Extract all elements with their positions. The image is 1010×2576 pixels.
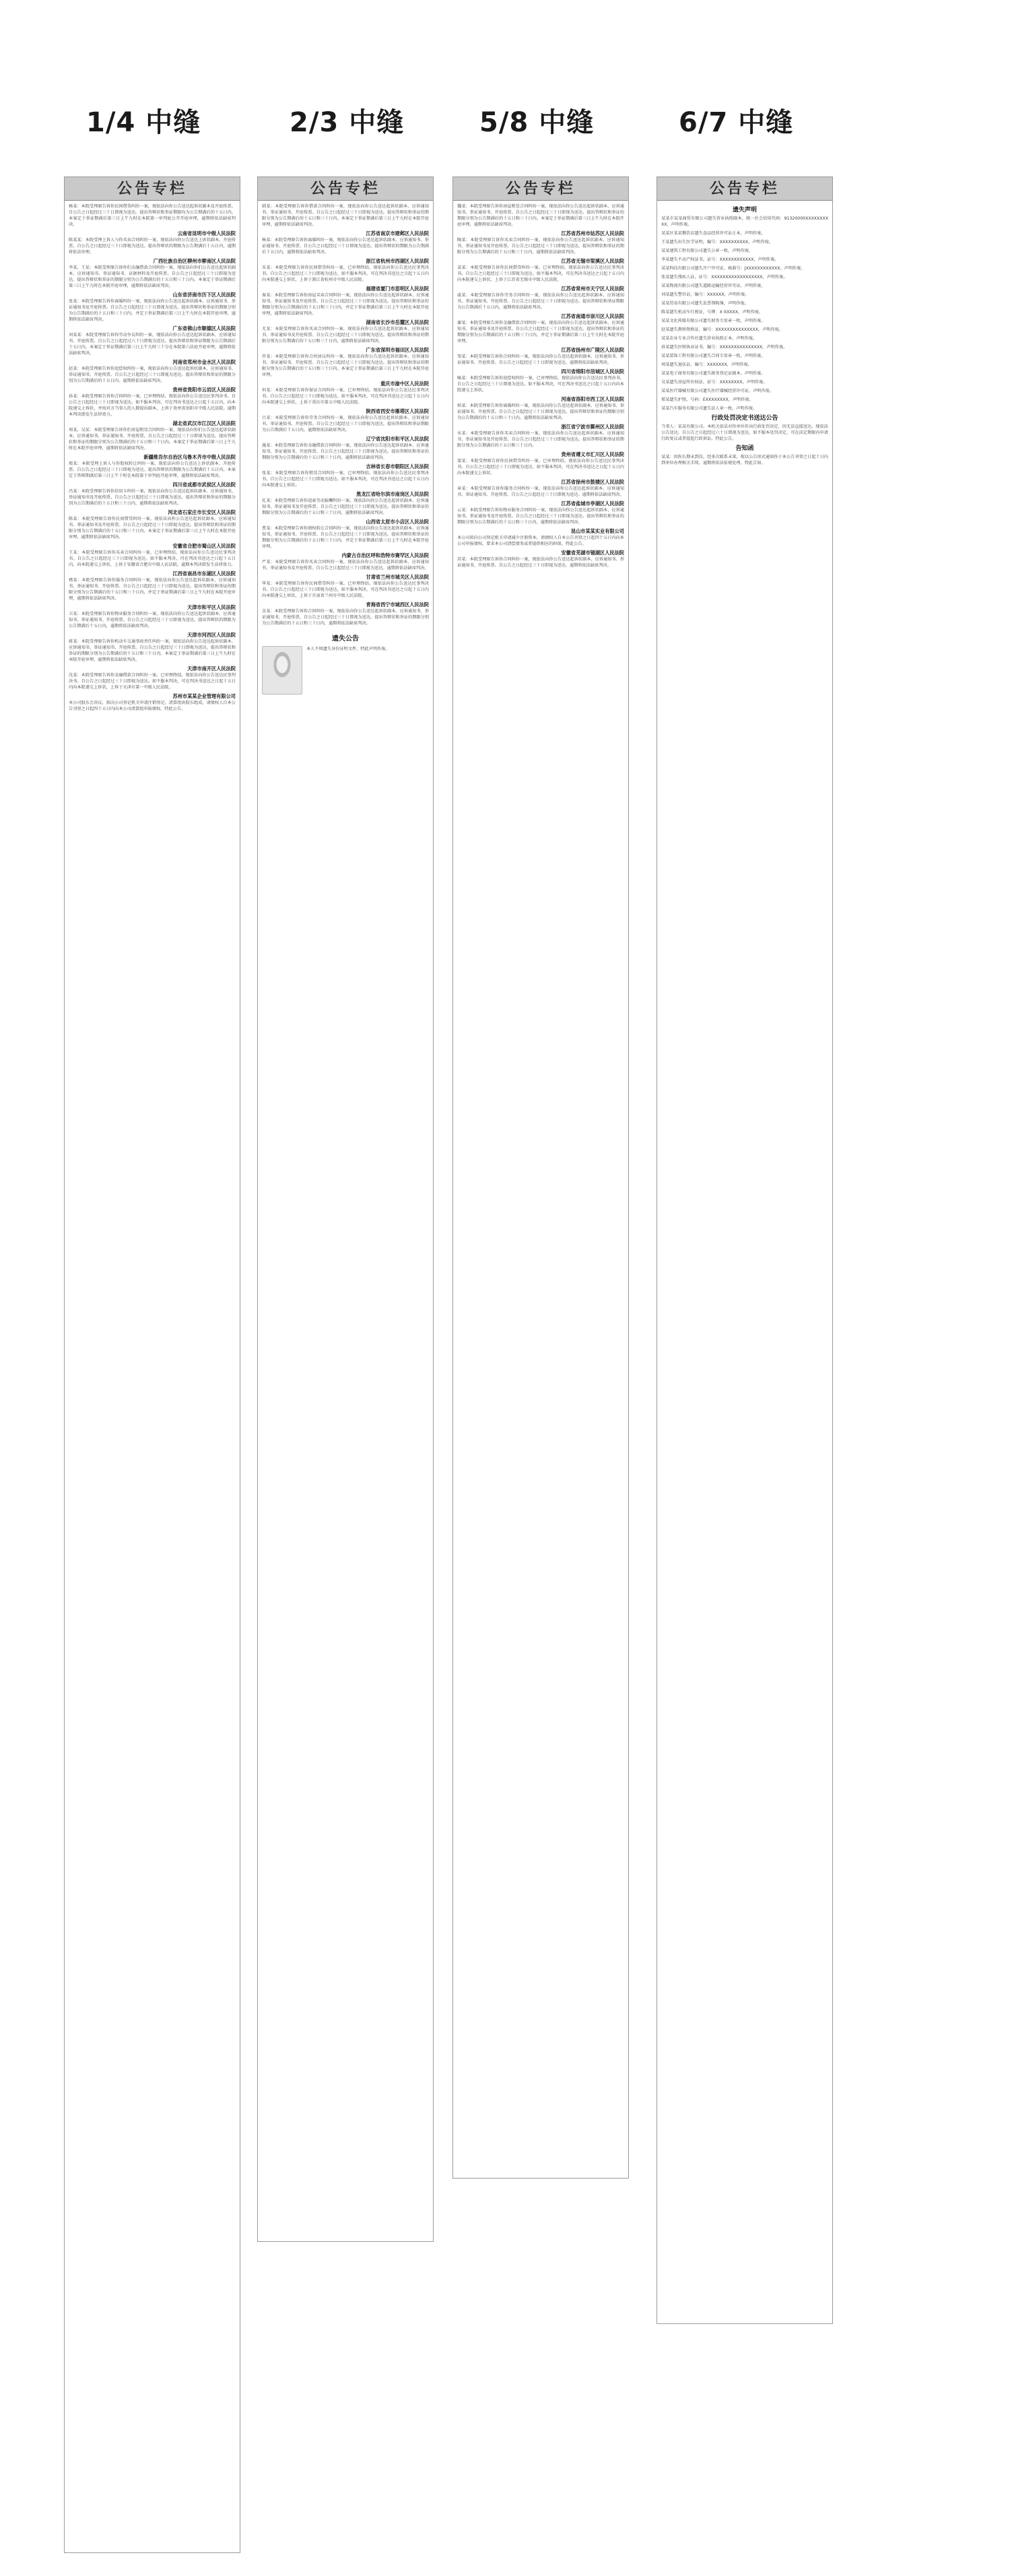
notice-column-4 [656,176,833,2324]
notice-entry [661,388,828,394]
column-label-4: 6/7 中缝 [679,107,794,138]
notice-entry [661,216,828,228]
notice-entry [69,543,236,568]
entry-text: 蒋某：本院受理原告诉你机动车交通事故责任纠纷一案，现依法向你公告送达起诉状副本、应诉通知书、举证通知书、开庭传票。自公告之日起经过三十日即视为送达。提出答辩状和举证的期限分别为公告期满后的十五日和三十日内。本案定于举证期满后第三日上午九时在本院开庭审理，逾期将依法缺席判决。 [69,639,236,662]
notice-entry [661,362,828,368]
entry-text: 某某科技有限公司遗失开户许可证，核准号：JXXXXXXXXXXXX，声明作废。 [661,266,805,271]
entry-title: 河南省洛阳市西工区人民法院 [561,396,624,402]
entry-title: 天津市河西区人民法院 [187,632,236,638]
entry-title: 湖北省武汉市江汉区人民法院 [172,420,236,426]
entry-title: 江苏省常州市天宁区人民法院 [561,286,624,292]
notice-entry [457,424,624,449]
entry-title: 吉林省长春市朝阳区人民法院 [366,463,429,470]
notice-entry [69,203,236,228]
notice-entry [69,509,236,540]
entry-title: 广西壮族自治区柳州市柳南区人民法院 [153,258,236,264]
entry-text: 华某：本院受理原告诉你民间借贷纠纷一案，已审理终结。现依法向你公告送达民事判决书。自公告之日起经过三十日即视为送达。如不服本判决，可在判决书送达之日起十五日内向本院递交上诉状，上诉于甘肃省兰州市中级人民法院。 [262,581,429,598]
entry-title: 天津市和平区人民法院 [187,604,236,610]
entry-title: 湖南省长沙市岳麓区人民法院 [366,319,429,325]
entry-text: 朱某：本院受理原告诉你民间借贷纠纷一案，已审理终结。现依法向你公告送达民事判决书。自公告之日起经过三十日即视为送达。如不服本判决，可在判决书送达之日起十五日内向本院递交上诉状，上诉于浙江省杭州市中级人民法院。 [262,265,429,282]
entry-title: 浙江省杭州市西湖区人民法院 [366,258,429,264]
notice-entry [457,368,624,393]
entry-text: 张某遗失残疾人证，证号：XXXXXXXXXXXXXXXXXX，声明作废。 [661,275,788,280]
notice-entry [661,300,828,307]
notice-entry [661,327,828,333]
entry-text: 赵某：本院受理原告诉你追偿权纠纷一案，现依法向你公告送达起诉状副本、应诉通知书、举证通知书、开庭传票。自公告之日起经过三十日即视为送达。提出答辩状和举证的期限分别为公告期满后的十五日内。逾期将依法缺席判决。 [69,366,236,383]
entry-title: 四川省成都市武侯区人民法院 [172,482,236,488]
entry-text: 某某市某某商贸有限公司遗失营业执照副本，统一社会信用代码：91320000XXXXXXXXXX，声明作废。 [661,216,828,227]
column-header: 公告专栏 [258,177,433,201]
entry-title: 河南省郑州市金水区人民法院 [172,359,236,365]
notice-entry [69,325,236,356]
entry-title: 江苏省苏州市姑苏区人民法院 [561,230,624,236]
notice-entry [262,286,429,317]
notice-entry [457,313,624,344]
notice-entry [262,230,429,255]
entry-text: 李某、王某：本院受理原告诉你们金融借款合同纠纷一案，现依法向你们公告送达起诉状副本、应诉通知书、举证通知书、证据材料及开庭传票。自公告之日起经过三十日即视为送达。提出答辩状和举证的期限分别为公告期满后的十五日和三十日内。本案定于举证期满后第三日上午九时在本院开庭审理，逾期将依法缺席判决。 [69,265,236,288]
notice-entry [69,666,236,690]
notice-entry [661,318,828,324]
column-header: 公告专栏 [657,177,832,201]
column-body [258,201,433,633]
entry-title: 广东省深圳市福田区人民法院 [366,347,429,353]
entry-text: 孔某：本院受理原告诉你追索劳动报酬纠纷一案，现依法向你公告送达起诉状副本、应诉通知书、举证通知书及开庭传票。自公告之日起经过三十日即视为送达。提出答辩状和举证的期限分别为公告期满后的十五日和三十日内，逾期将依法缺席判决。 [262,498,429,515]
entry-title: 广东省佛山市顺德区人民法院 [172,325,236,331]
notice-entry [262,319,429,344]
entry-text: 卫某：本院受理原告诉你物业服务合同纠纷一案，现依法向你公告送达起诉状副本、应诉通知书、举证通知书、开庭传票。自公告之日起经过三十日即视为送达。提出答辩状的期限为公告期满后十五日内，逾期将依法缺席判决。 [69,612,236,629]
entry-title: 浙江省宁波市鄞州区人民法院 [561,424,624,430]
entry-text: 刘某遗失警官证，编号：XXXXXX，声明作废。 [661,292,749,297]
notice-entry [661,379,828,385]
notice-text: 本人不慎遗失身份证明文件，特此声明作废。 [306,647,390,651]
column-header: 公告专栏 [65,177,240,201]
entry-title: 四川省绵阳市涪城区人民法院 [561,368,624,375]
entry-title: 重庆市渝中区人民法院 [380,381,429,387]
entry-text: 孙某遗失医师执业证书，编号：XXXXXXXXXXXXXXX，声明作废。 [661,345,788,350]
section-title: 行政处罚决定书送达公告 [711,415,778,422]
notice-entry [69,292,236,323]
entry-text: 某某文化传媒有限公司遗失财务专用章一枚，声明作废。 [661,319,766,323]
portrait-block [262,646,429,695]
entry-text: 陈某某：本院受理上诉人与你买卖合同纠纷一案，现依法向你公告送达上诉状副本、开庭传票。自公告之日起经过三十日即视为送达。提出答辩状的期限为公告期满后十五日内，逾期将依法审理。 [69,238,236,255]
entry-text: 某某贸易有限公司遗失发票领购簿，声明作废。 [661,301,749,306]
notice-entry [457,528,624,547]
entry-title: 江苏省无锡市梁溪区人民法院 [561,258,624,264]
notice-entry [69,454,236,479]
entry-text: 水某：本院受理原告诉你买卖合同纠纷一案，现依法向你公告送达起诉状副本、应诉通知书、举证通知书及开庭传票。自公告之日起经过三十日即视为送达。提出答辩状和举证的期限分别为公告期满后的十五日和三十日内。 [457,431,624,448]
entry-text: 某某区某某餐饮店遗失食品经营许可证正本，声明作废。 [661,231,766,236]
entry-text: 许某：本院受理原告诉你合伙协议纠纷一案，现依法向你公告送达起诉状副本、应诉通知书、举证通知书、开庭传票。自公告之日起经过三十日即视为送达。提出答辩状和举证的期限分别为公告期满后的十五日和三十日内。本案定于举证期满后第三日上午九时在本院开庭审理。 [262,354,429,377]
entry-title: 山东省济南市历下区人民法院 [172,292,236,298]
entry-text: 吕某：本院受理原告诉你劳务合同纠纷一案，现依法向你公告送达起诉状副本、应诉通知书、举证通知书、开庭传票。自公告之日起经过三十日即视为送达。提出答辩状和举证期限为公告期满后十五日内，逾期将依法缺席判决。 [262,416,429,432]
entry-text: 赵某遗失教师资格证，编号：XXXXXXXXXXXXXXX，声明作废。 [661,327,784,332]
column-body [661,216,828,412]
entry-text: 王某遗失出生医学证明，编号：XXXXXXXXXX，声明作废。 [661,240,774,245]
entry-text: 某某汽车服务有限公司遗失法人章一枚，声明作废。 [661,406,758,411]
entry-text: 某某医疗器械有限公司遗失医疗器械经营许可证，声明作废。 [661,389,774,393]
entry-text: 杨某：本院受理原告诉你民间借贷纠纷一案，现依法向你公告送达起诉状副本及开庭传票。自公告之日起经过三十日即视为送达。提出答辩状和举证期限均为公告期满后的十五日内。本案定于举证期满后第三日上午九时在本院第一审判庭公开开庭审理，逾期将依法缺席判决。 [69,204,236,227]
entry-title: 安徽省芜湖市镜湖区人民法院 [561,550,624,556]
entry-text: 郑某遗失护照，号码：EXXXXXXXX，声明作废。 [661,397,753,402]
entry-title: 福建省厦门市思明区人民法院 [366,286,429,292]
entry-text: 何某：本院受理原告诉你保证合同纠纷一案，已审理终结。现依法向你公告送达民事判决书。自公告之日起经过三十日即视为送达。如不服本判决，可在判决书送达之日起十五日内向本院递交上诉状，上诉于重庆市第五中级人民法院。 [262,388,429,405]
column-label-1: 1/4 中缝 [86,107,201,138]
notice-entry [661,353,828,359]
notice-title: 遗失公告 [332,635,359,643]
entry-title: 甘肃省兰州市城关区人民法院 [366,574,429,580]
column-body [65,201,240,719]
entry-text: 云某：本院受理原告诉你物业服务合同纠纷一案，现依法向你公告送达起诉状副本、应诉通知书、举证通知书及开庭传票。自公告之日起经过三十日即视为送达。提出答辩状和举证的期限分别为公告期满后的十五日和三十日内，逾期将依法缺席判决。 [457,508,624,525]
entry-text: 某某装饰工程有限公司遗失合同专用章一枚，声明作废。 [661,354,766,358]
entry-title: 江西省南昌市东湖区人民法院 [172,571,236,577]
entry-title: 黑龙江省哈尔滨市南岗区人民法院 [356,491,429,497]
entry-text: 邹某：本院受理原告诉你合同纠纷一案，现依法向你公告送达起诉状副本、应诉通知书、举证通知书、开庭传票。自公告之日起经过三十日即视为送达。逾期将依法缺席判决。 [457,354,624,365]
portrait-photo [262,646,302,695]
entry-title: 江苏省盐城市亭湖区人民法院 [561,501,624,507]
entry-text: 某某电子商务有限公司遗失税务登记证副本，声明作废。 [661,371,766,376]
entry-text: 秦某：本院受理原告诉你房屋买卖合同纠纷一案，现依法向你公告送达起诉状副本、应诉通知书、举证通知书及开庭传票。自公告之日起经过三十日即视为送达。提出答辩状和举证的期限分别为公告期满后的十五日和三十日内，并定于举证期满后第三日上午九时在本院开庭审理，逾期将依法缺席判决。 [262,293,429,316]
notice-entry [661,239,828,245]
entry-text: 褚某：本院受理原告诉你服务合同纠纷一案，现依法向你公告送达起诉状副本、应诉通知书、举证通知书、开庭传票。自公告之日起经过三十日即视为送达。提出答辩状和举证的期限分别为公告期满后的十五日和三十日内，并定于举证期满后第三日上午九时在本院开庭审理，逾期将依法缺席判决。 [69,578,236,601]
notice-column-2 [257,176,434,2242]
entry-text: 某某物流有限公司遗失道路运输经营许可证，声明作废。 [661,284,766,288]
entry-text: 刘某某：本院受理原告诉你劳动争议纠纷一案，现依法向你公告送达起诉状副本、应诉通知书、开庭传票。自公告之日起经过六十日即视为送达。提出答辩状和举证期限为公告期满后十五日内。本案定于举证期满后第三日上午九时三十分在本院第六法庭开庭审理，逾期将依法缺席判决。 [69,333,236,356]
entry-text: 张某：本院受理原告诉你租赁合同纠纷一案，已审理终结。现依法向你公告送达民事判决书。自公告之日起经过三十日即视为送达。如不服本判决，可在判决书送达之日起十五日内向本院递交上诉状。 [262,471,429,488]
notice-entry [262,436,429,461]
notice-entry [457,347,624,366]
notice-entry [661,309,828,315]
entry-text: 戚某：本院受理原告诉你劳务合同纠纷一案，现依法向你公告送达起诉状副本、应诉通知书、举证通知书、开庭传票。自公告之日起经过三十日即视为送达。提出答辩状和举证期限为公告期满后十五日内，逾期将依法缺席判决。 [457,293,624,310]
entry-text: 张某：本院受理原告诉你离婚纠纷一案，现依法向你公告送达起诉状副本、应诉通知书、举证通知书及开庭传票。自公告之日起经过三十日即视为送达。提出答辩状和举证的期限分别为公告期满后的十五日和三十日内，并定于举证期满后第三日上午九时在本院开庭审理，逾期将依法缺席判决。 [69,299,236,322]
entry-text: 魏某：本院受理原告诉你房屋租赁合同纠纷一案，现依法向你公告送达起诉状副本、应诉通知书、举证通知书、开庭传票。自公告之日起经过三十日即视为送达。提出答辩状和举证的期限分别为公告期满后的十五日和三十日内。本案定于举证期满后第三日上午九时在本院开庭审理，逾期将依法缺席判决。 [457,204,624,227]
entry-text: 某某农业专业合作社遗失营业执照正本，声明作废。 [661,336,758,341]
entry-title: 江苏省南京市建邺区人民法院 [366,230,429,236]
notice-entry [262,381,429,406]
column-label-3: 5/8 中缝 [479,107,595,138]
notice-entry [661,283,828,289]
entry-text: 苏某：本院受理原告诉你合同纠纷一案，现依法向你公告送达起诉状副本、应诉通知书、举证通知书、开庭传票。自公告之日起经过三十日即视为送达。逾期将依法缺席判决。 [457,557,624,568]
section-text: 当事人：某某有限公司。本机关依法对你单位作出行政处罚决定，因无法直接送达，现依法公告送达，自公告之日起经过六十日即视为送达。如不服本处罚决定，可在法定期限内申请行政复议或者提起行政诉讼。特此公告。 [661,424,828,441]
notice-entry [661,248,828,254]
entry-text: 施某：本院受理原告诉你金融借款合同纠纷一案，现依法向你公告送达起诉状副本、应诉通知书、举证通知书、开庭传票。自公告之日起经过三十日即视为送达。提出答辩状和举证的期限分别为公告期满后的十五日和三十日内，逾期将依法缺席判决。 [262,443,429,460]
notice-entry [69,632,236,663]
entry-title: 江苏省扬州市广陵区人民法院 [561,347,624,353]
entry-title: 辽宁省沈阳市和平区人民法院 [366,436,429,442]
notice-entry [69,693,236,712]
notice-entry [262,602,429,626]
notice-entry [661,274,828,280]
entry-text: 周某、吴某：本院受理原告诉你们房屋租赁合同纠纷一案，现依法向你们公告送达起诉状副本、应诉通知书、举证通知书、开庭传票。自公告之日起经过三十日即视为送达。提出答辩状和举证的期限分别为公告期满后的十五日和三十日内。本案定于举证期满后第三日上午九时在本院开庭审理，逾期将依法缺席判决。 [69,428,236,451]
notice-entry [457,258,624,283]
column-label-2: 2/3 中缝 [290,107,405,138]
entry-text: 曹某：本院受理原告诉你债权转让合同纠纷一案，现依法向你公告送达起诉状副本、应诉通知书、举证通知书、开庭传票。自公告之日起经过三十日即视为送达。提出答辩状和举证的期限分别为公告期满后的十五日和三十日内，并定于举证期满后第三日上午九时在本院开庭审理。 [262,526,429,549]
entry-text: 谢某：本院受理原告诉你金融借款合同纠纷一案，现依法向你公告送达起诉状副本、应诉通知书、举证通知书及开庭传票。自公告之日起经过三十日即视为送达。提出答辩状和举证的期限分别为公告期满后的十五日和三十日内，并定于举证期满后第三日上午九时在本院开庭审理。 [457,321,624,344]
entry-title: 昆山市某某实业有限公司 [570,528,624,534]
notice-entry [661,292,828,298]
entry-title: 云南省昆明市中级人民法院 [177,230,236,236]
notice-entry [69,230,236,255]
entry-title: 河北省石家庄市长安区人民法院 [168,509,236,515]
notice-entry [69,359,236,384]
column-body-wrapper [657,201,832,470]
notice-column-1 [64,176,240,2553]
notice-entry [457,479,624,498]
entry-text: 章某：本院受理原告诉你服务合同纠纷一案，现依法向你公告送达起诉状副本、应诉通知书、举证通知书、开庭传票。自公告之日起经过三十日即视为送达。逾期将依法缺席判决。 [457,486,624,497]
notice-entry [457,501,624,525]
notice-entry [262,408,429,433]
notice-entry [661,265,828,271]
entry-text: 本公司股东会决议，拟向公司登记机关申请注销登记，清算组由股东组成，请债权人自本公告刊登之日起四十五日内向本公司清算组申报债权。特此公告。 [69,701,236,711]
notice-entry [457,230,624,255]
entry-text: 陈某遗失机动车行驶证，号牌：X·XXXXX，声明作废。 [661,310,764,315]
entry-text: 王某：本院受理原告诉你买卖合同纠纷一案，已审理终结。现依法向你公告送达民事判决书。自公告之日起经过三十日即视为送达。如不服本判决，可在判决书送达之日起十五日内，向本院递交上诉状，上诉于安徽省合肥市中级人民法院。逾期本判决即发生法律效力。 [69,550,236,567]
notice-entry [262,519,429,550]
notice-block [258,636,433,699]
entry-title: 江苏省徐州市鼓楼区人民法院 [561,479,624,485]
entry-text: 杨某：本院受理原告诉你离婚纠纷一案，现依法向你公告送达起诉状副本、应诉通知书、举证通知书、开庭传票。自公告之日起经过三十日即视为送达。提出答辩状的期限为公告期满后十五日内，逾期将依法缺席判决。 [262,238,429,255]
entry-title: 江苏省南通市崇川区人民法院 [561,313,624,319]
entry-text: 柏某：本院受理原告诉你离婚纠纷一案，现依法向你公告送达起诉状副本、应诉通知书、举证通知书、开庭传票。自公告之日起经过三十日即视为送达。提出答辩状和举证的期限分别为公告期满后的十五日和三十日内，逾期将依法缺席判决。 [457,404,624,420]
entry-text: 某某建筑工程有限公司遗失公章一枚，声明作废。 [661,249,753,253]
notice-entry [262,491,429,516]
entry-text: 沈某：本院受理原告诉你金融借款合同纠纷一案，已审理终结。现依法向你公告送达民事判决书。自公告之日起经过三十日即视为送达。如不服本判决，可在判决书送达之日起十五日内向本院递交上诉状，上诉于天津市第一中级人民法院。 [69,673,236,690]
entry-text: 本公司拟向公司登记机关申请减少注册资本，请债权人自本公告刊登之日起四十五日内向本公司申报债权，要求本公司清偿债务或者提供相应的担保。特此公告。 [457,536,624,546]
entry-text: 严某：本院受理原告诉你买卖合同纠纷一案，现依法向你公告送达起诉状副本、应诉通知书、举证通知书及开庭传票。自公告之日起经过三十日即视为送达。逾期将依法缺席判决。 [262,560,429,571]
notice-entry [457,451,624,476]
entry-text: 尤某：本院受理原告诉你买卖合同纠纷一案，现依法向你公告送达起诉状副本、应诉通知书、举证通知书及开庭传票。自公告之日起经过三十日即视为送达。提出答辩状和举证的期限分别为公告期满后的十五日和三十日内，逾期将依法缺席判决。 [262,327,429,344]
entry-title: 内蒙古自治区呼和浩特市赛罕区人民法院 [341,552,429,558]
entry-text: 陶某：本院受理原告诉你买卖合同纠纷一案，现依法向你公告送达起诉状副本、应诉通知书、举证通知书及开庭传票。自公告之日起经过三十日即视为送达。提出答辩状和举证的期限分别为公告期满后的十五日和三十日内，逾期将依法缺席判决。 [457,238,624,255]
entry-text: 郑某：本院受理上诉人与你股权转让纠纷一案，现依法向你公告送达上诉状副本、开庭传票。自公告之日起经过三十日即视为送达。提出答辩状的期限为公告期满后十五日内。本案定于答辩期满后第三日上午十时在本院第十审判庭开庭审理，逾期将依法缺席判决。 [69,461,236,478]
entry-title: 贵州省遵义市汇川区人民法院 [561,451,624,457]
entry-title: 安徽省合肥市蜀山区人民法院 [172,543,236,549]
notice-entry [457,550,624,569]
notice-column-3 [452,176,629,2179]
notice-entry [661,230,828,236]
entry-title: 苏州市某某企业管理有限公司 [172,693,236,699]
notice-entry [262,574,429,599]
notice-entry [661,406,828,412]
notice-entry [262,347,429,378]
entry-title: 新疆维吾尔自治区乌鲁木齐市中级人民法院 [143,454,236,460]
entry-title: 青海省西宁市城西区人民法院 [366,602,429,608]
entry-text: 喻某：本院受理原告诉你追偿权纠纷一案，已审理终结。现依法向你公告送达民事判决书。自公告之日起经过三十日即视为送达。如不服本判决，可在判决书送达之日起十五日内向本院递交上诉状。 [457,376,624,393]
notice-entry [457,396,624,421]
notice-entry [69,571,236,602]
column-body [453,201,628,575]
entry-title: 贵州省贵阳市云岩区人民法院 [172,387,236,393]
entry-text: 陈某：本院受理原告诉你民间借贷纠纷一案，现依法向你公告送达起诉状副本、应诉通知书、举证通知书及开庭传票。自公告之日起经过三十日即视为送达。提出答辩状和举证的期限分别为公告期满后的十五日和三十日内。本案定于举证期满后第三日上午九时在本院开庭审理，逾期将依法缺席判决。 [69,517,236,540]
entry-text: 金某：本院受理原告诉你合同纠纷一案，现依法向你公告送达起诉状副本、应诉通知书、举证通知书、开庭传票。自公告之日起经过三十日即视为送达。提出答辩状和举证的期限分别为公告期满后的十五日和三十日内，逾期将依法缺席判决。 [262,609,429,626]
section-text: 某某：因你长期未到岗，经多次联系未果，现以公告形式通知你于本公告刊登之日起十日内到单位办理相关手续，逾期将依法依规处理。特此告知。 [661,455,828,465]
notice-entry [262,552,429,571]
sub-header: 遗失声明 [732,207,757,214]
entry-text: 周某遗失退伍证，编号：XXXXXXX，声明作废。 [661,362,752,367]
column-header: 公告专栏 [453,177,628,201]
entry-title: 陕西省西安市雁塔区人民法院 [366,408,429,414]
notice-entry [661,344,828,350]
entry-text: 吴某遗失房屋所有权证，证号：XXXXXXXX，声明作废。 [661,380,768,385]
notice-entry [69,387,236,418]
entry-text: 李某遗失不动产权证书，证号：XXXXXXXXXXXX，声明作废。 [661,257,779,262]
notice-entry [69,258,236,289]
notice-entry [661,397,828,403]
notice-entry [262,258,429,283]
entry-text: 孙某：本院受理原告诉你合同纠纷一案，已审理终结。现依法向你公告送达民事判决书。自公告之日起经过三十日即视为送达。如不服本判决，可在判决书送达之日起十五日内，向本院递交上诉状，并按对方当事人的人数提出副本，上诉于贵州省贵阳市中级人民法院。逾期本判决即发生法律效力。 [69,394,236,417]
notice-entry [262,463,429,488]
notice-entry [661,335,828,342]
notice-entry [69,604,236,629]
section-title: 告知函 [735,445,754,452]
notice-entry [69,482,236,507]
notice-entry [661,257,828,263]
notice-entry [262,203,429,228]
entry-text: 冯某：本院受理原告诉你信用卡纠纷一案，现依法向你公告送达起诉状副本、应诉通知书、举证通知书及开庭传票。自公告之日起经过三十日即视为送达。提出答辩状和举证的期限分别为公告期满后的十五日和三十日内，逾期将依法缺席判决。 [69,489,236,506]
entry-text: 韩某：本院受理原告诉你借款合同纠纷一案，现依法向你公告送达起诉状副本、应诉通知书、举证通知书、开庭传票。自公告之日起经过三十日即视为送达。提出答辩状和举证的期限分别为公告期满后的十五日和三十日内。本案定于举证期满后第三日上午九时在本院开庭审理，逾期将依法缺席判决。 [262,204,429,227]
notice-entry [457,203,624,228]
entry-title: 天津市南开区人民法院 [187,666,236,672]
entry-text: 姜某：本院受理原告诉你民间借贷纠纷一案，已审理终结。现依法向你公告送达民事判决书。自公告之日起经过三十日即视为送达。如不服本判决，可在判决书送达之日起十五日内向本院递交上诉状，上诉于江苏省无锡市中级人民法院。 [457,265,624,282]
entry-text: 窦某：本院受理原告诉你民间借贷纠纷一案，已审理终结。现依法向你公告送达民事判决书。自公告之日起经过三十日即视为送达。如不服本判决，可在判决书送达之日起十五日内向本院递交上诉状。 [457,459,624,476]
notice-entry [661,371,828,377]
notice-entry [69,420,236,451]
entry-title: 山西省太原市小店区人民法院 [366,519,429,525]
notice-entry [457,286,624,311]
